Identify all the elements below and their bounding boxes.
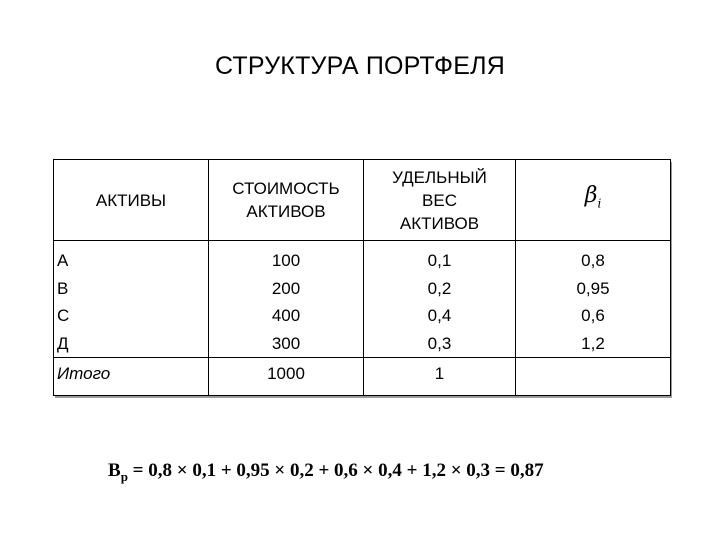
page-title: СТРУКТУРА ПОРТФЕЛЯ bbox=[215, 52, 505, 80]
asset-beta: 0,6 bbox=[581, 306, 605, 325]
asset-beta: 1,2 bbox=[581, 333, 605, 353]
table-body-row bbox=[54, 241, 671, 358]
beta-letter: β bbox=[584, 183, 598, 209]
portfolio-table-container bbox=[53, 159, 670, 395]
total-value: 1000 bbox=[209, 358, 364, 396]
beta-symbol bbox=[584, 183, 602, 211]
asset-value: 200 bbox=[271, 278, 301, 298]
asset-name: С bbox=[57, 306, 70, 325]
assets-column bbox=[54, 241, 209, 358]
header-beta bbox=[516, 160, 671, 241]
table-header-row bbox=[54, 160, 671, 241]
weight-column bbox=[364, 241, 516, 358]
formula-subscript: p bbox=[120, 468, 128, 484]
asset-value: 300 bbox=[271, 333, 301, 353]
asset-weight: 0,2 bbox=[427, 278, 452, 298]
total-label: Итого bbox=[54, 358, 209, 396]
header-value-line2: АКТИВОВ bbox=[246, 202, 326, 221]
header-value-line1: СТОИМОСТЬ bbox=[232, 179, 340, 198]
header-value bbox=[209, 160, 364, 241]
beta-column bbox=[516, 241, 671, 358]
header-assets bbox=[54, 160, 209, 241]
asset-beta: 0,95 bbox=[576, 278, 610, 298]
total-weight: 1 bbox=[364, 358, 516, 396]
total-beta bbox=[516, 358, 671, 396]
header-weight-line2: ВЕС bbox=[422, 190, 457, 210]
asset-name: Д bbox=[57, 333, 69, 353]
header-weight bbox=[364, 160, 516, 241]
portfolio-beta-formula bbox=[108, 460, 544, 485]
formula-expression: = 0,8 × 0,1 + 0,95 × 0,2 + 0,6 × 0,4 + 1,2 × 0,3 = 0,87 bbox=[127, 460, 544, 481]
asset-weight: 0,1 bbox=[427, 251, 452, 270]
asset-weight: 0,4 bbox=[427, 306, 452, 325]
header-weight-line3: АКТИВОВ bbox=[399, 213, 480, 233]
asset-beta: 0,8 bbox=[581, 251, 605, 270]
asset-name: А bbox=[57, 251, 69, 270]
asset-name: В bbox=[57, 278, 69, 298]
formula-symbol: B bbox=[108, 460, 121, 481]
table-total-row bbox=[54, 358, 671, 396]
value-column bbox=[209, 241, 364, 358]
beta-subscript: i bbox=[597, 196, 602, 211]
asset-value: 100 bbox=[271, 251, 301, 270]
header-weight-line1: УДЕЛЬНЫЙ bbox=[392, 167, 487, 187]
asset-weight: 0,3 bbox=[427, 333, 452, 353]
portfolio-table bbox=[53, 159, 671, 396]
header-assets-label: АКТИВЫ bbox=[95, 190, 167, 210]
asset-value: 400 bbox=[271, 306, 301, 325]
